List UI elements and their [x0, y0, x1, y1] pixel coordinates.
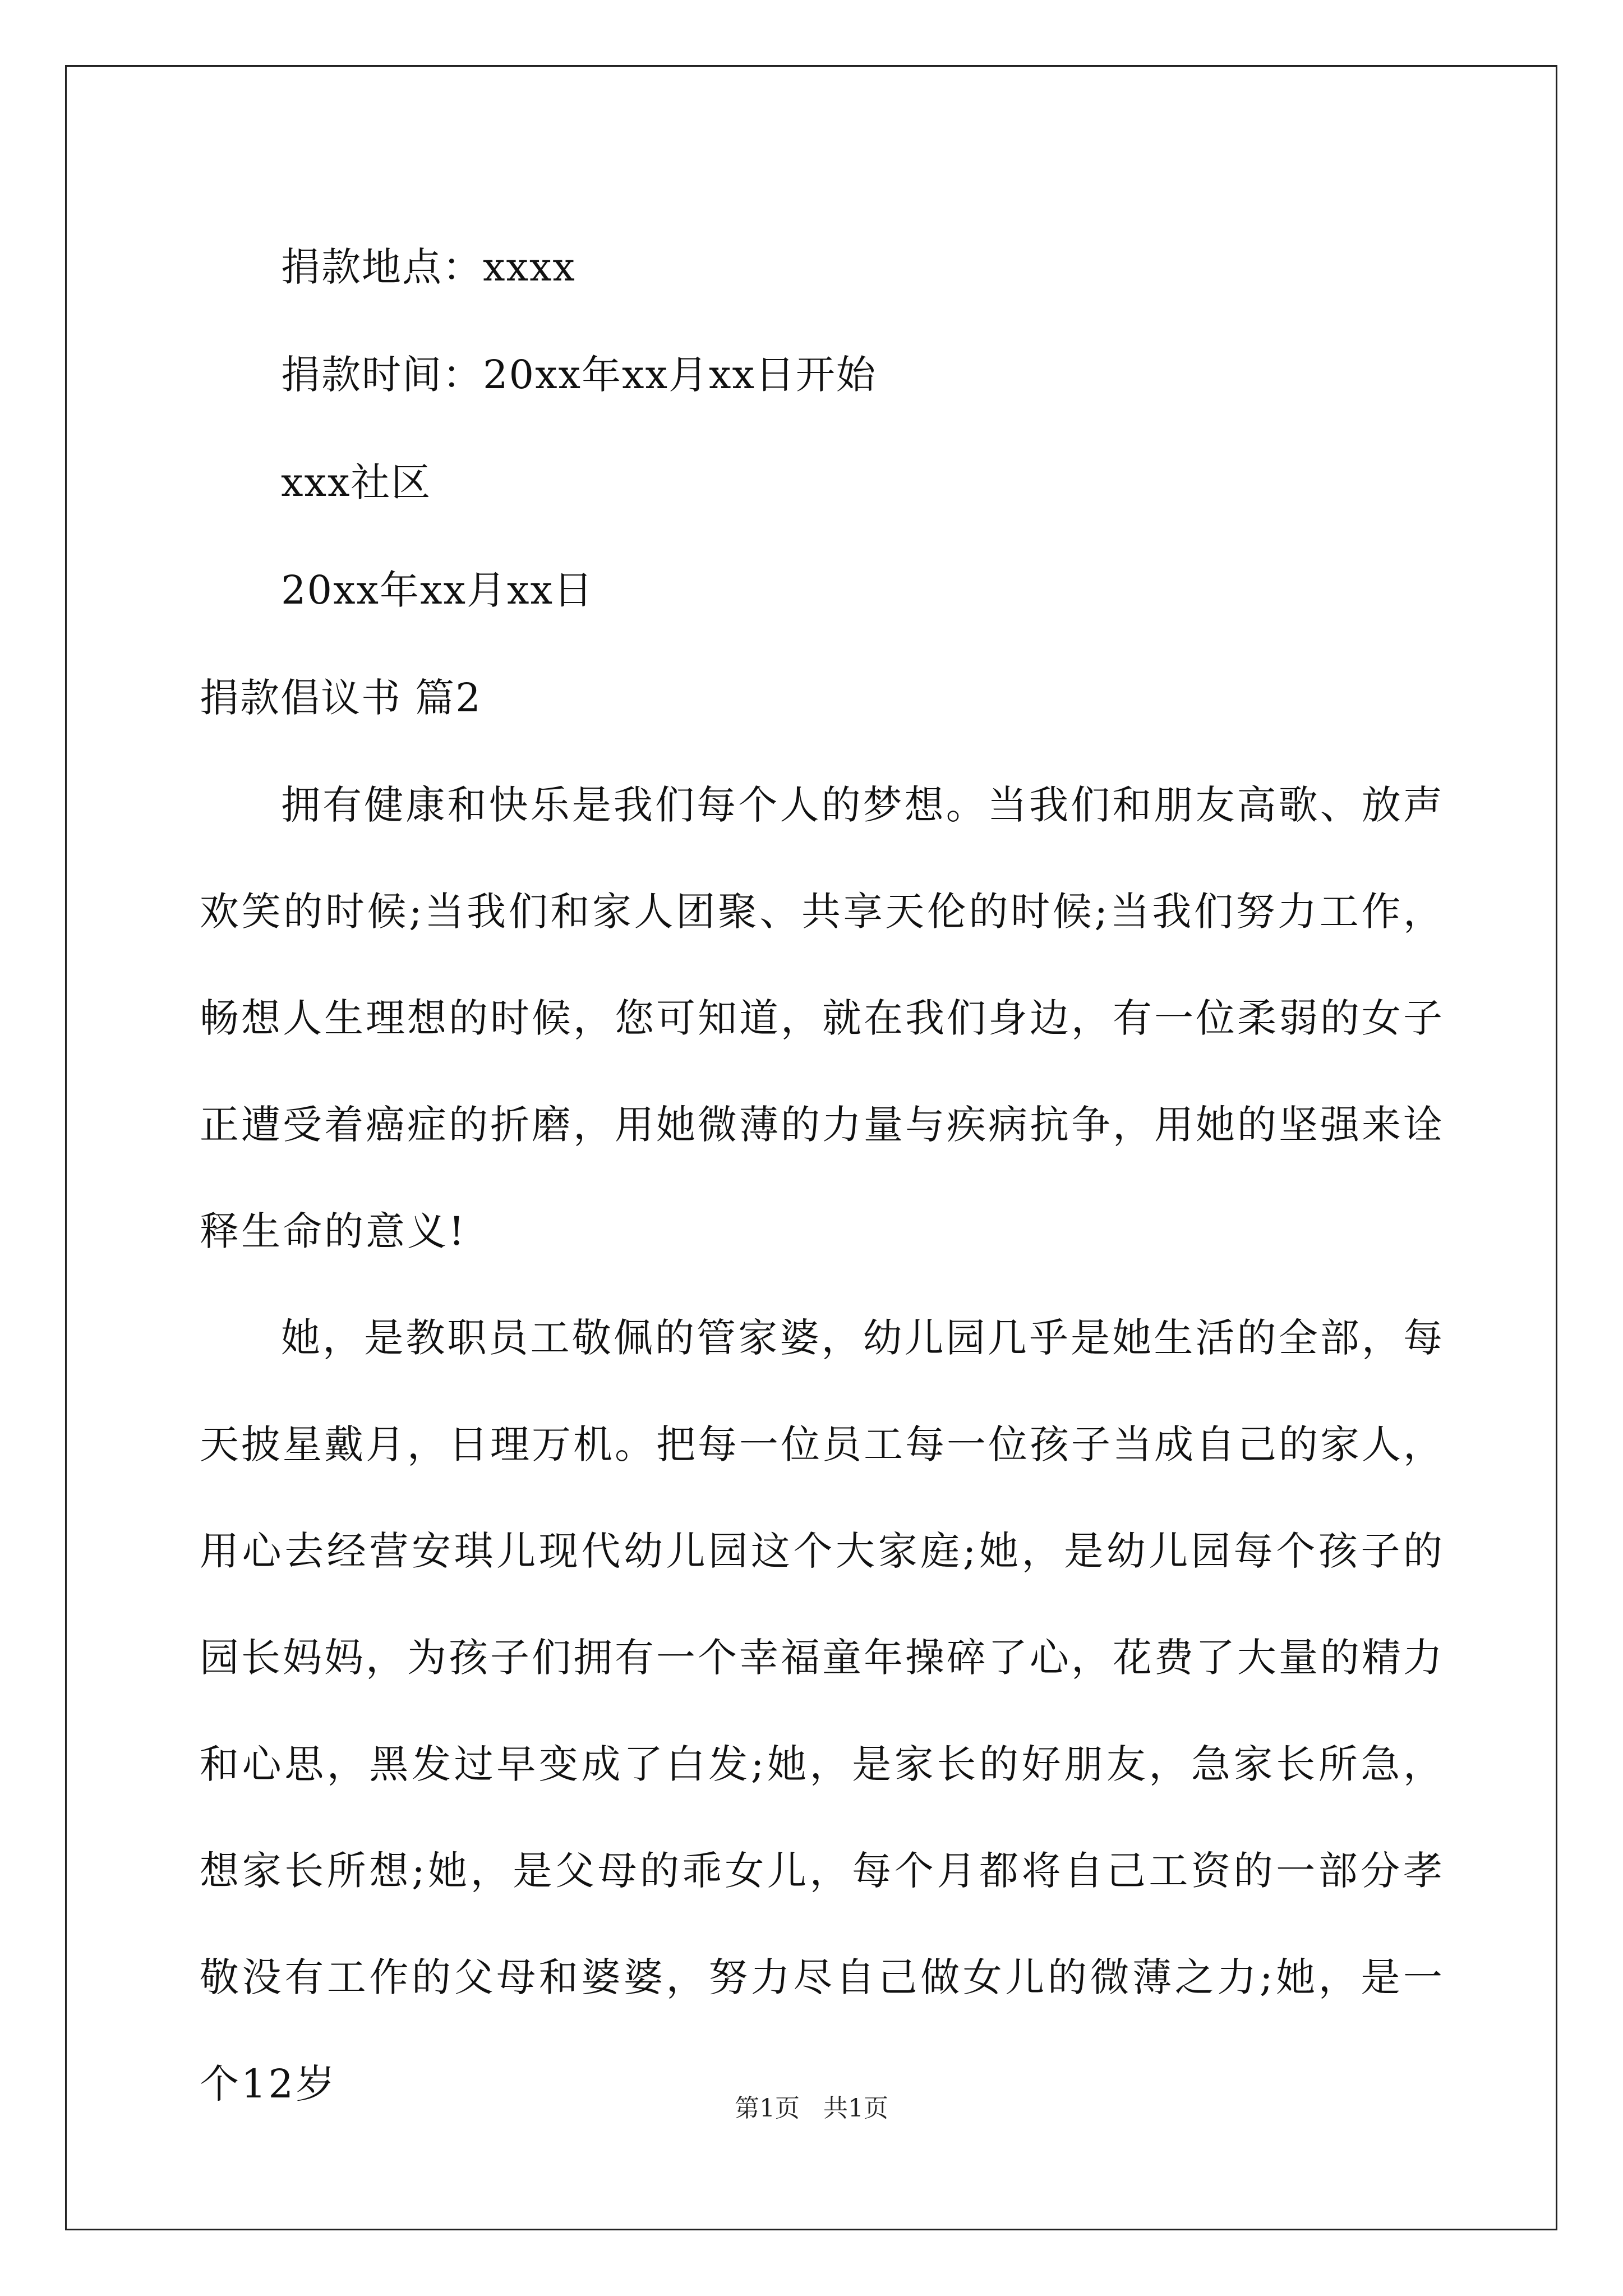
- page-number-current: 第1页: [735, 2094, 800, 2123]
- page-footer: [0, 2088, 1623, 2124]
- paragraph-2: 她，是教职员工敬佩的管家婆，幼儿园几乎是她生活的全部，每天披星戴月，日理万机。把每一位员工每一位孩子当成自己的家人，用心去经营安琪儿现代幼儿园这个大家庭;她，是幼儿园每个孩子的园长妈妈，为孩子们拥有一个幸福童年操碎了心，花费了大量的精力和心思，黑发过早变成了白发;她，是家长的好朋友，急家长所急，想家长所想;她，是父母的乖女儿，每个月都将自己工资的一部分孝敬没有工作的父母和婆婆，努力尽自己做女儿的微薄之力;她，是一个12岁: [200, 1315, 1445, 2107]
- donation-time-line: 捐款时间：20xx年xx月xx日开始: [281, 352, 877, 398]
- date-line: 20xx年xx月xx日: [281, 567, 594, 613]
- page-number-total: 共1页: [823, 2094, 888, 2123]
- section-heading: 捐款倡议书 篇2: [200, 675, 482, 721]
- community-signature-line: xxx社区: [281, 459, 432, 505]
- donation-location-line: 捐款地点：xxxx: [281, 244, 576, 290]
- document-body: [200, 213, 1445, 2137]
- paragraph-1: 拥有健康和快乐是我们每个人的梦想。当我们和朋友高歌、放声欢笑的时候;当我们和家人团聚、共享天伦的时候;当我们努力工作，畅想人生理想的时候，您可知道，就在我们身边，有一位柔弱的女子正遭受着癌症的折磨，用她微薄的力量与疾病抗争，用她的坚强来诠释生命的意义!: [200, 782, 1445, 1254]
